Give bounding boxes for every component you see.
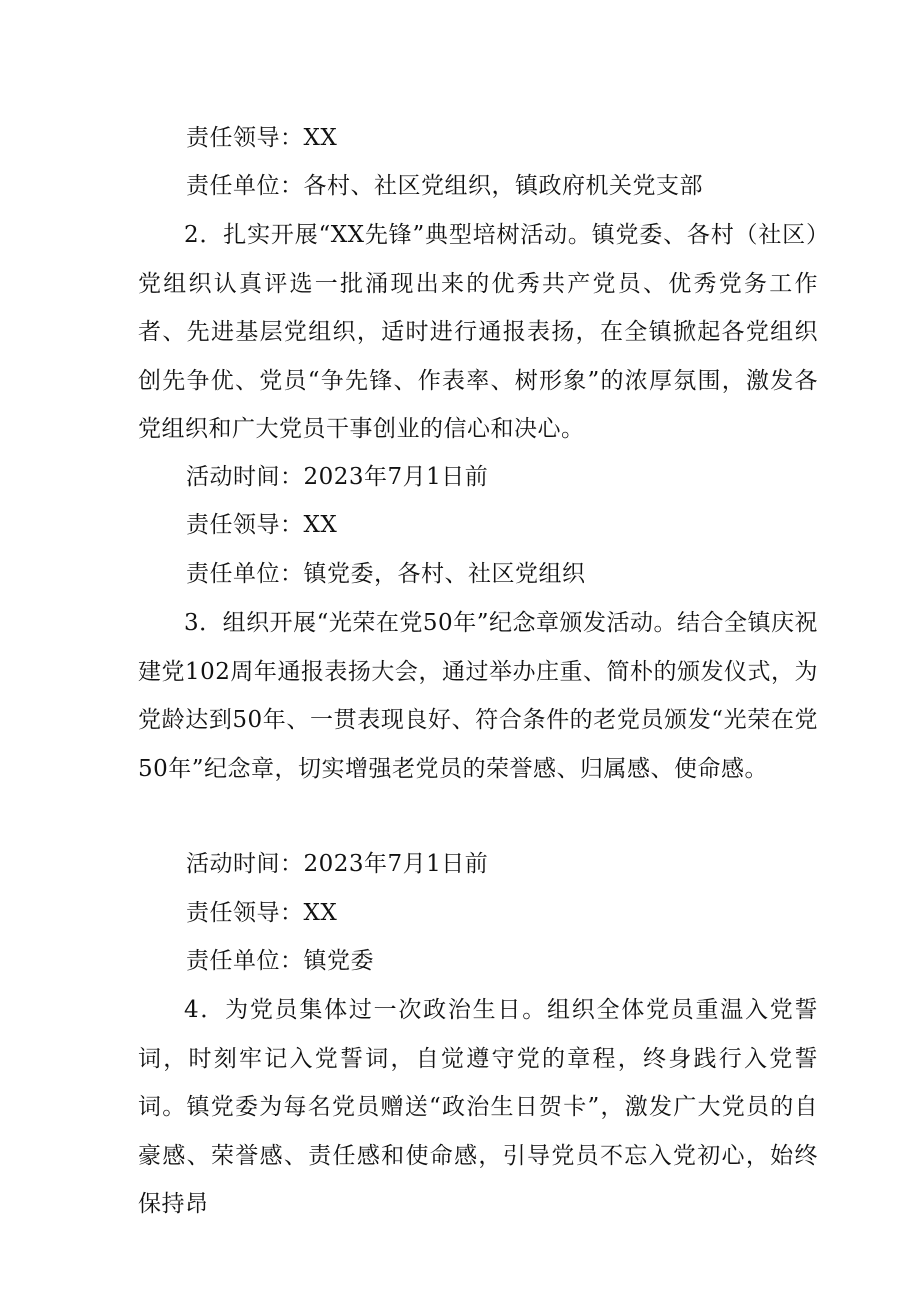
item-2-paragraph: 2．扎实开展“XX先锋”典型培树活动。镇党委、各村（社区）党组织认真评选一批涌现出来的优秀共产党员、优秀党务工作者、先进基层党组织，适时进行通报表扬，在全镇掀起各党组织创先争优、党员“争先锋、作表率、树形象”的浓厚氛围，激发各党组织和广大党员干事创业的信心和决心。	[138, 222, 818, 442]
item-3-activity-time: 活动时间：2023年7月1日前	[186, 851, 489, 877]
responsible-unit-line: 责任单位：各村、社区党组织，镇政府机关党支部	[186, 173, 703, 199]
item-4-paragraph: 4．为党员集体过一次政治生日。组织全体党员重温入党誓词，时刻牢记入党誓词，自觉遵守党的章程，终身践行入党誓词。镇党委为每名党员赠送“政治生日贺卡”，激发广大党员的自豪感、荣誉感、责任感和使命感，引导党员不忘入党初心，始终保持昂	[138, 997, 818, 1217]
item-3-paragraph: 3．组织开展“光荣在党50年”纪念章颁发活动。结合全镇庆祝建党102周年通报表扬大会，通过举办庄重、简朴的颁发仪式，为党龄达到50年、一贯表现良好、符合条件的老党员颁发“光荣在党50年”纪念章，切实增强老党员的荣誉感、归属感、使命感。	[138, 610, 818, 782]
item-3-responsible-leader: 责任领导：XX	[186, 900, 338, 926]
item-2-responsible-unit: 责任单位：镇党委，各村、社区党组织	[186, 561, 586, 587]
responsible-leader-line: 责任领导：XX	[186, 125, 338, 151]
item-2-activity-time: 活动时间：2023年7月1日前	[186, 464, 489, 490]
item-3-responsible-unit: 责任单位：镇党委	[186, 948, 374, 974]
item-2-responsible-leader: 责任领导：XX	[186, 512, 338, 538]
